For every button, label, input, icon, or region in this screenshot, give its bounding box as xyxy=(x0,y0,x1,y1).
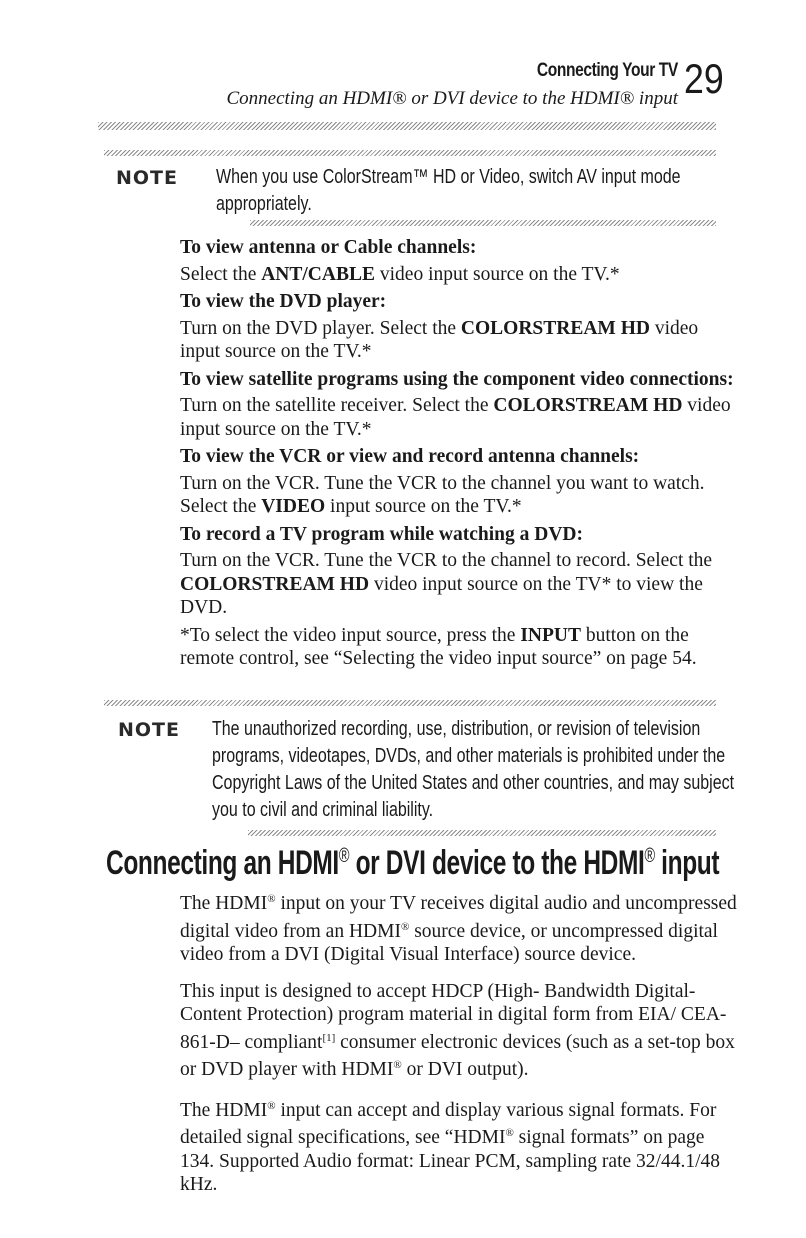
running-header-section: Connecting Your TV xyxy=(537,60,678,81)
note-top-divider xyxy=(104,150,716,156)
header-divider xyxy=(98,122,716,130)
viewing-instructions xyxy=(180,236,740,675)
note-line: Copyright Laws of the United States and other countries, and may subject xyxy=(212,772,735,794)
instruction: Turn on the DVD player. Select the COLORSTREAM HD video input source on the TV.* xyxy=(180,317,699,362)
instruction: Turn on the satellite receiver. Select the COLORSTREAM HD video input source on the TV.* xyxy=(180,395,731,440)
page-number: 29 xyxy=(684,55,724,102)
note-line: The unauthorized recording, use, distribution, or revision of television xyxy=(212,718,701,740)
note-line: programs, videotapes, DVDs, and other materials is prohibited under the xyxy=(212,745,726,767)
running-header-subtitle: Connecting an HDMI® or DVI device to the HDMI® input xyxy=(226,88,678,109)
note-line: you to civil and criminal liability. xyxy=(212,799,434,821)
note-bottom-divider xyxy=(248,830,716,836)
subheading: To view the DVD player: xyxy=(180,291,387,312)
subheading: To view satellite programs using the component video connections: xyxy=(180,368,734,390)
note-line: appropriately. xyxy=(216,193,312,215)
subheading: To record a TV program while watching a DVD: xyxy=(180,523,584,545)
subheading: To view antenna or Cable channels: xyxy=(180,237,477,258)
paragraph: The HDMI® input can accept and display various signal formats. For detailed signal specifications, see “HDMI® signal formats” on page 134. Supported Audio format: Linear PCM, sampling rate 32/44.1/48 kHz. xyxy=(180,1099,720,1195)
note-top-divider xyxy=(104,700,716,706)
note-line: When you use ColorStream™ HD or Video, switch AV input mode xyxy=(216,166,681,188)
note-text xyxy=(212,716,734,824)
subheading: To view the VCR or view and record antenna channels: xyxy=(180,446,640,467)
footnote: *To select the video input source, press the INPUT button on the remote control, see “Selecting the video input source” on page 54. xyxy=(180,624,697,669)
note-text xyxy=(216,164,681,218)
note-label: NOTE xyxy=(116,167,178,189)
note-bottom-divider xyxy=(250,220,716,226)
instruction: Turn on the VCR. Tune the VCR to the channel you want to watch. Select the VIDEO input source on the TV.* xyxy=(180,472,705,517)
instruction: Select the ANT/CABLE video input source on the TV.* xyxy=(180,263,620,285)
note-label: NOTE xyxy=(118,719,180,741)
section-body xyxy=(180,888,740,1210)
paragraph: The HDMI® input on your TV receives digital audio and uncompressed digital video from an HDMI® source device, or uncompressed digital video from a DVI (Digital Visual Interface) source device. xyxy=(180,893,737,965)
section-heading: Connecting an HDMI® or DVI device to the HDMI® input xyxy=(106,844,720,882)
paragraph: This input is designed to accept HDCP (High- Bandwidth Digital-Content Protection) program material in digital form from EIA/ CEA-861-D– compliant[1] consumer electronic devices (such as a set-top box or DVD player with HDMI® or DVI output). xyxy=(180,980,735,1080)
instruction: Turn on the VCR. Tune the VCR to the channel to record. Select the COLORSTREAM HD video input source on the TV* to view the DVD. xyxy=(180,550,713,618)
